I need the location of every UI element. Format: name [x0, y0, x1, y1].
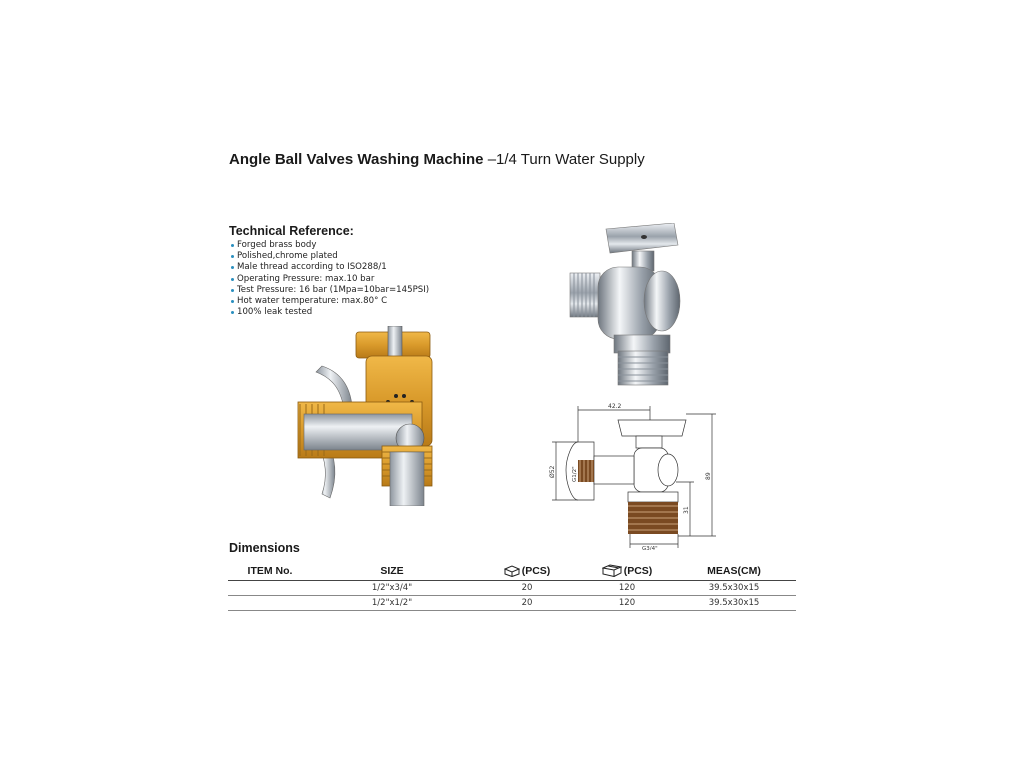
cell-size: 1/2"x1/2": [312, 596, 472, 611]
dim-height-label: 89: [705, 472, 712, 480]
inner-box-icon: [504, 565, 520, 577]
col-meas: MEAS(CM): [672, 561, 796, 581]
dim-thread-bottom-label: G3/4": [642, 546, 658, 550]
technical-item: Male thread according to ISO288/1: [231, 262, 429, 273]
col-outer-label: (PCS): [623, 565, 653, 577]
table-header-row: [228, 561, 796, 581]
table-row: [228, 581, 796, 596]
cell-outer: 120: [582, 581, 672, 596]
page-title: [229, 151, 645, 168]
cell-item: [228, 596, 312, 611]
col-inner-label: (PCS): [521, 564, 551, 577]
technical-item: Hot water temperature: max.80° C: [231, 296, 429, 307]
dimensions-heading: Dimensions: [229, 541, 300, 555]
technical-item: Forged brass body: [231, 240, 429, 251]
title-suffix: –1/4 Turn Water Supply: [483, 151, 645, 168]
technical-item: 100% leak tested: [231, 307, 429, 318]
cell-inner: 20: [472, 596, 582, 611]
cell-outer: 120: [582, 596, 672, 611]
title-main: Angle Ball Valves Washing Machine: [229, 151, 484, 168]
valve-product-photo: [562, 223, 692, 388]
dim-left-label: Ø52: [549, 465, 556, 478]
col-inner-box: [472, 561, 582, 581]
technical-item: Operating Pressure: max.10 bar: [231, 274, 429, 285]
technical-item: Test Pressure: 16 bar (1Mpa=10bar=145PSI): [231, 285, 429, 296]
valve-dimension-drawing: [546, 398, 722, 550]
carton-box-icon: [602, 564, 622, 577]
dimensions-table: [228, 561, 796, 611]
cell-inner: 20: [472, 581, 582, 596]
cell-item: [228, 581, 312, 596]
col-outer-box: [582, 561, 672, 581]
dim-top-label: 42.2: [608, 403, 622, 410]
technical-list: [231, 240, 429, 318]
dim-thread-left-label: G1/2": [572, 466, 578, 482]
technical-item: Polished,chrome plated: [231, 251, 429, 262]
col-size: SIZE: [312, 561, 472, 581]
dim-lower-label: 31: [683, 506, 690, 514]
valve-cutaway-image: [292, 326, 452, 506]
technical-heading: Technical Reference:: [229, 224, 354, 238]
col-item: ITEM No.: [228, 561, 312, 581]
cell-meas: 39.5x30x15: [672, 581, 796, 596]
table-row: [228, 596, 796, 611]
cell-meas: 39.5x30x15: [672, 596, 796, 611]
cell-size: 1/2"x3/4": [312, 581, 472, 596]
